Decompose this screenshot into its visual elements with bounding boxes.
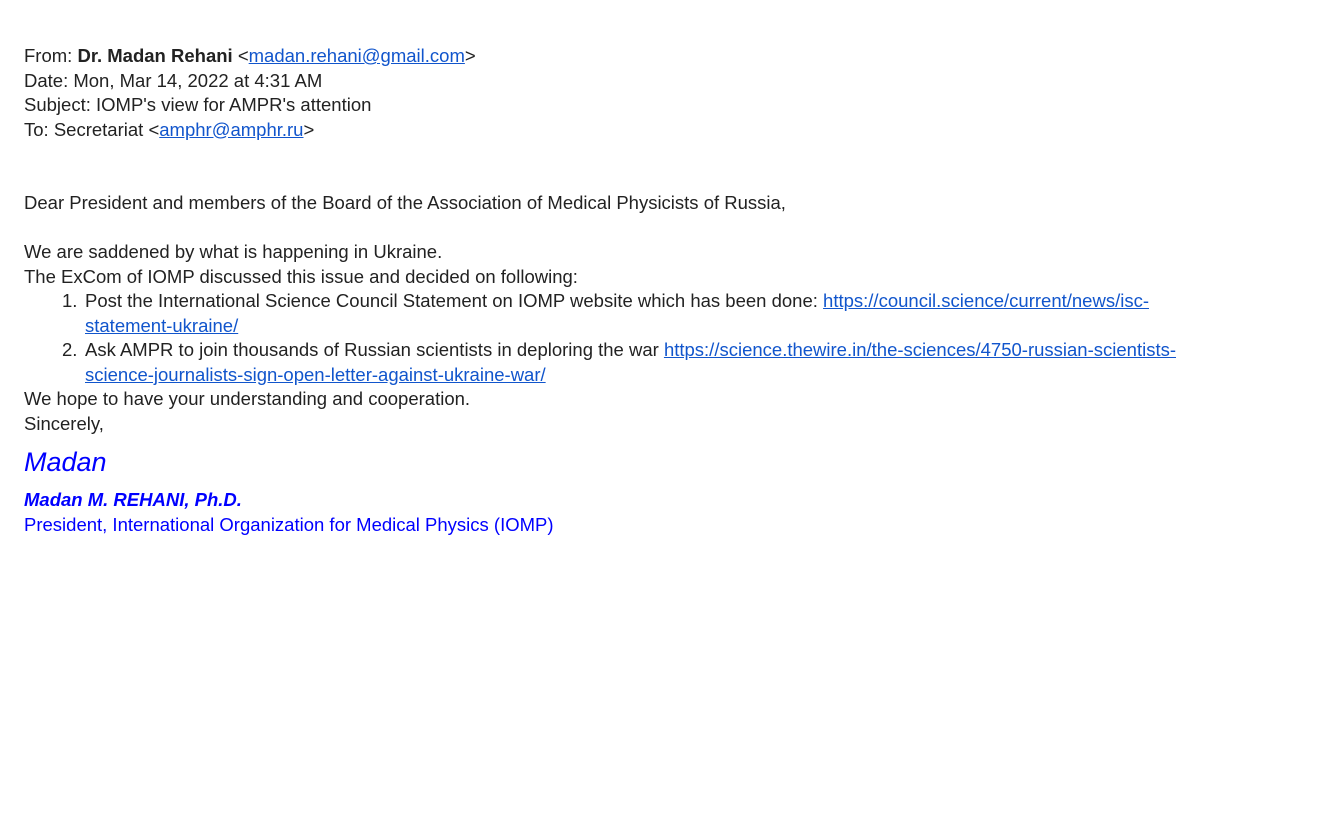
list-item-number: 1.	[62, 290, 78, 311]
to-lt: <	[148, 118, 160, 140]
date-value: Mon, Mar 14, 2022 at 4:31 AM	[73, 69, 323, 91]
action-list	[24, 289, 1314, 387]
to-label: To:	[24, 118, 49, 140]
from-gt: >	[464, 45, 476, 66]
from-label: From:	[24, 45, 73, 66]
isc-statement-link-continued[interactable]: statement-ukraine/	[85, 314, 239, 336]
list-item-text: Ask AMPR to join thousands of Russian scientists in deploring the war	[85, 339, 664, 360]
list-item-text: Post the International Science Council Statement on IOMP website which has been done:	[85, 290, 824, 311]
open-letter-link-continued[interactable]: science-journalists-sign-open-letter-against-ukraine-war/	[85, 363, 546, 385]
signature-role: President, International Organization for Medical Physics (IOMP)	[24, 513, 554, 535]
recipient-name: Secretariat	[53, 118, 144, 140]
greeting: Dear President and members of the Board of the Association of Medical Physicists of Russia,	[24, 192, 786, 213]
to-line	[24, 118, 1314, 143]
to-gt: >	[303, 118, 315, 140]
subject-label: Subject:	[24, 94, 91, 115]
recipient-email-link[interactable]: amphr@amphr.ru	[159, 118, 304, 140]
date-line	[24, 69, 1314, 94]
from-lt: <	[237, 45, 249, 66]
subject-value: IOMP's view for AMPR's attention	[96, 94, 372, 115]
signature-block	[24, 444, 1314, 537]
signature-full-name: Madan M. REHANI, Ph.D.	[24, 489, 242, 510]
closing-line: We hope to have your understanding and cooperation.	[24, 388, 471, 409]
sender-email-link[interactable]: madan.rehani@gmail.com	[248, 45, 465, 66]
email-header	[24, 44, 1314, 142]
date-label: Date:	[24, 69, 69, 91]
sign-off: Sincerely,	[24, 412, 104, 434]
spacer	[24, 142, 1314, 191]
spacer	[24, 480, 1314, 488]
isc-statement-link[interactable]: https://council.science/current/news/isc-	[823, 290, 1149, 311]
sender-name: Dr. Madan Rehani	[77, 45, 233, 66]
signature-first-name: Madan	[24, 447, 107, 477]
from-line	[24, 44, 1314, 69]
email-body	[24, 191, 1314, 436]
spacer	[24, 216, 1314, 241]
body-line-2: The ExCom of IOMP discussed this issue and decided on following:	[24, 265, 578, 287]
body-line-1: We are saddened by what is happening in Ukraine.	[24, 241, 443, 262]
subject-line	[24, 93, 1314, 118]
open-letter-link[interactable]: https://science.thewire.in/the-sciences/4750-russian-scientists-	[663, 339, 1176, 360]
list-item-number: 2.	[62, 339, 78, 360]
list-item	[62, 338, 1314, 387]
email-content	[24, 44, 1314, 537]
list-item	[62, 289, 1314, 338]
